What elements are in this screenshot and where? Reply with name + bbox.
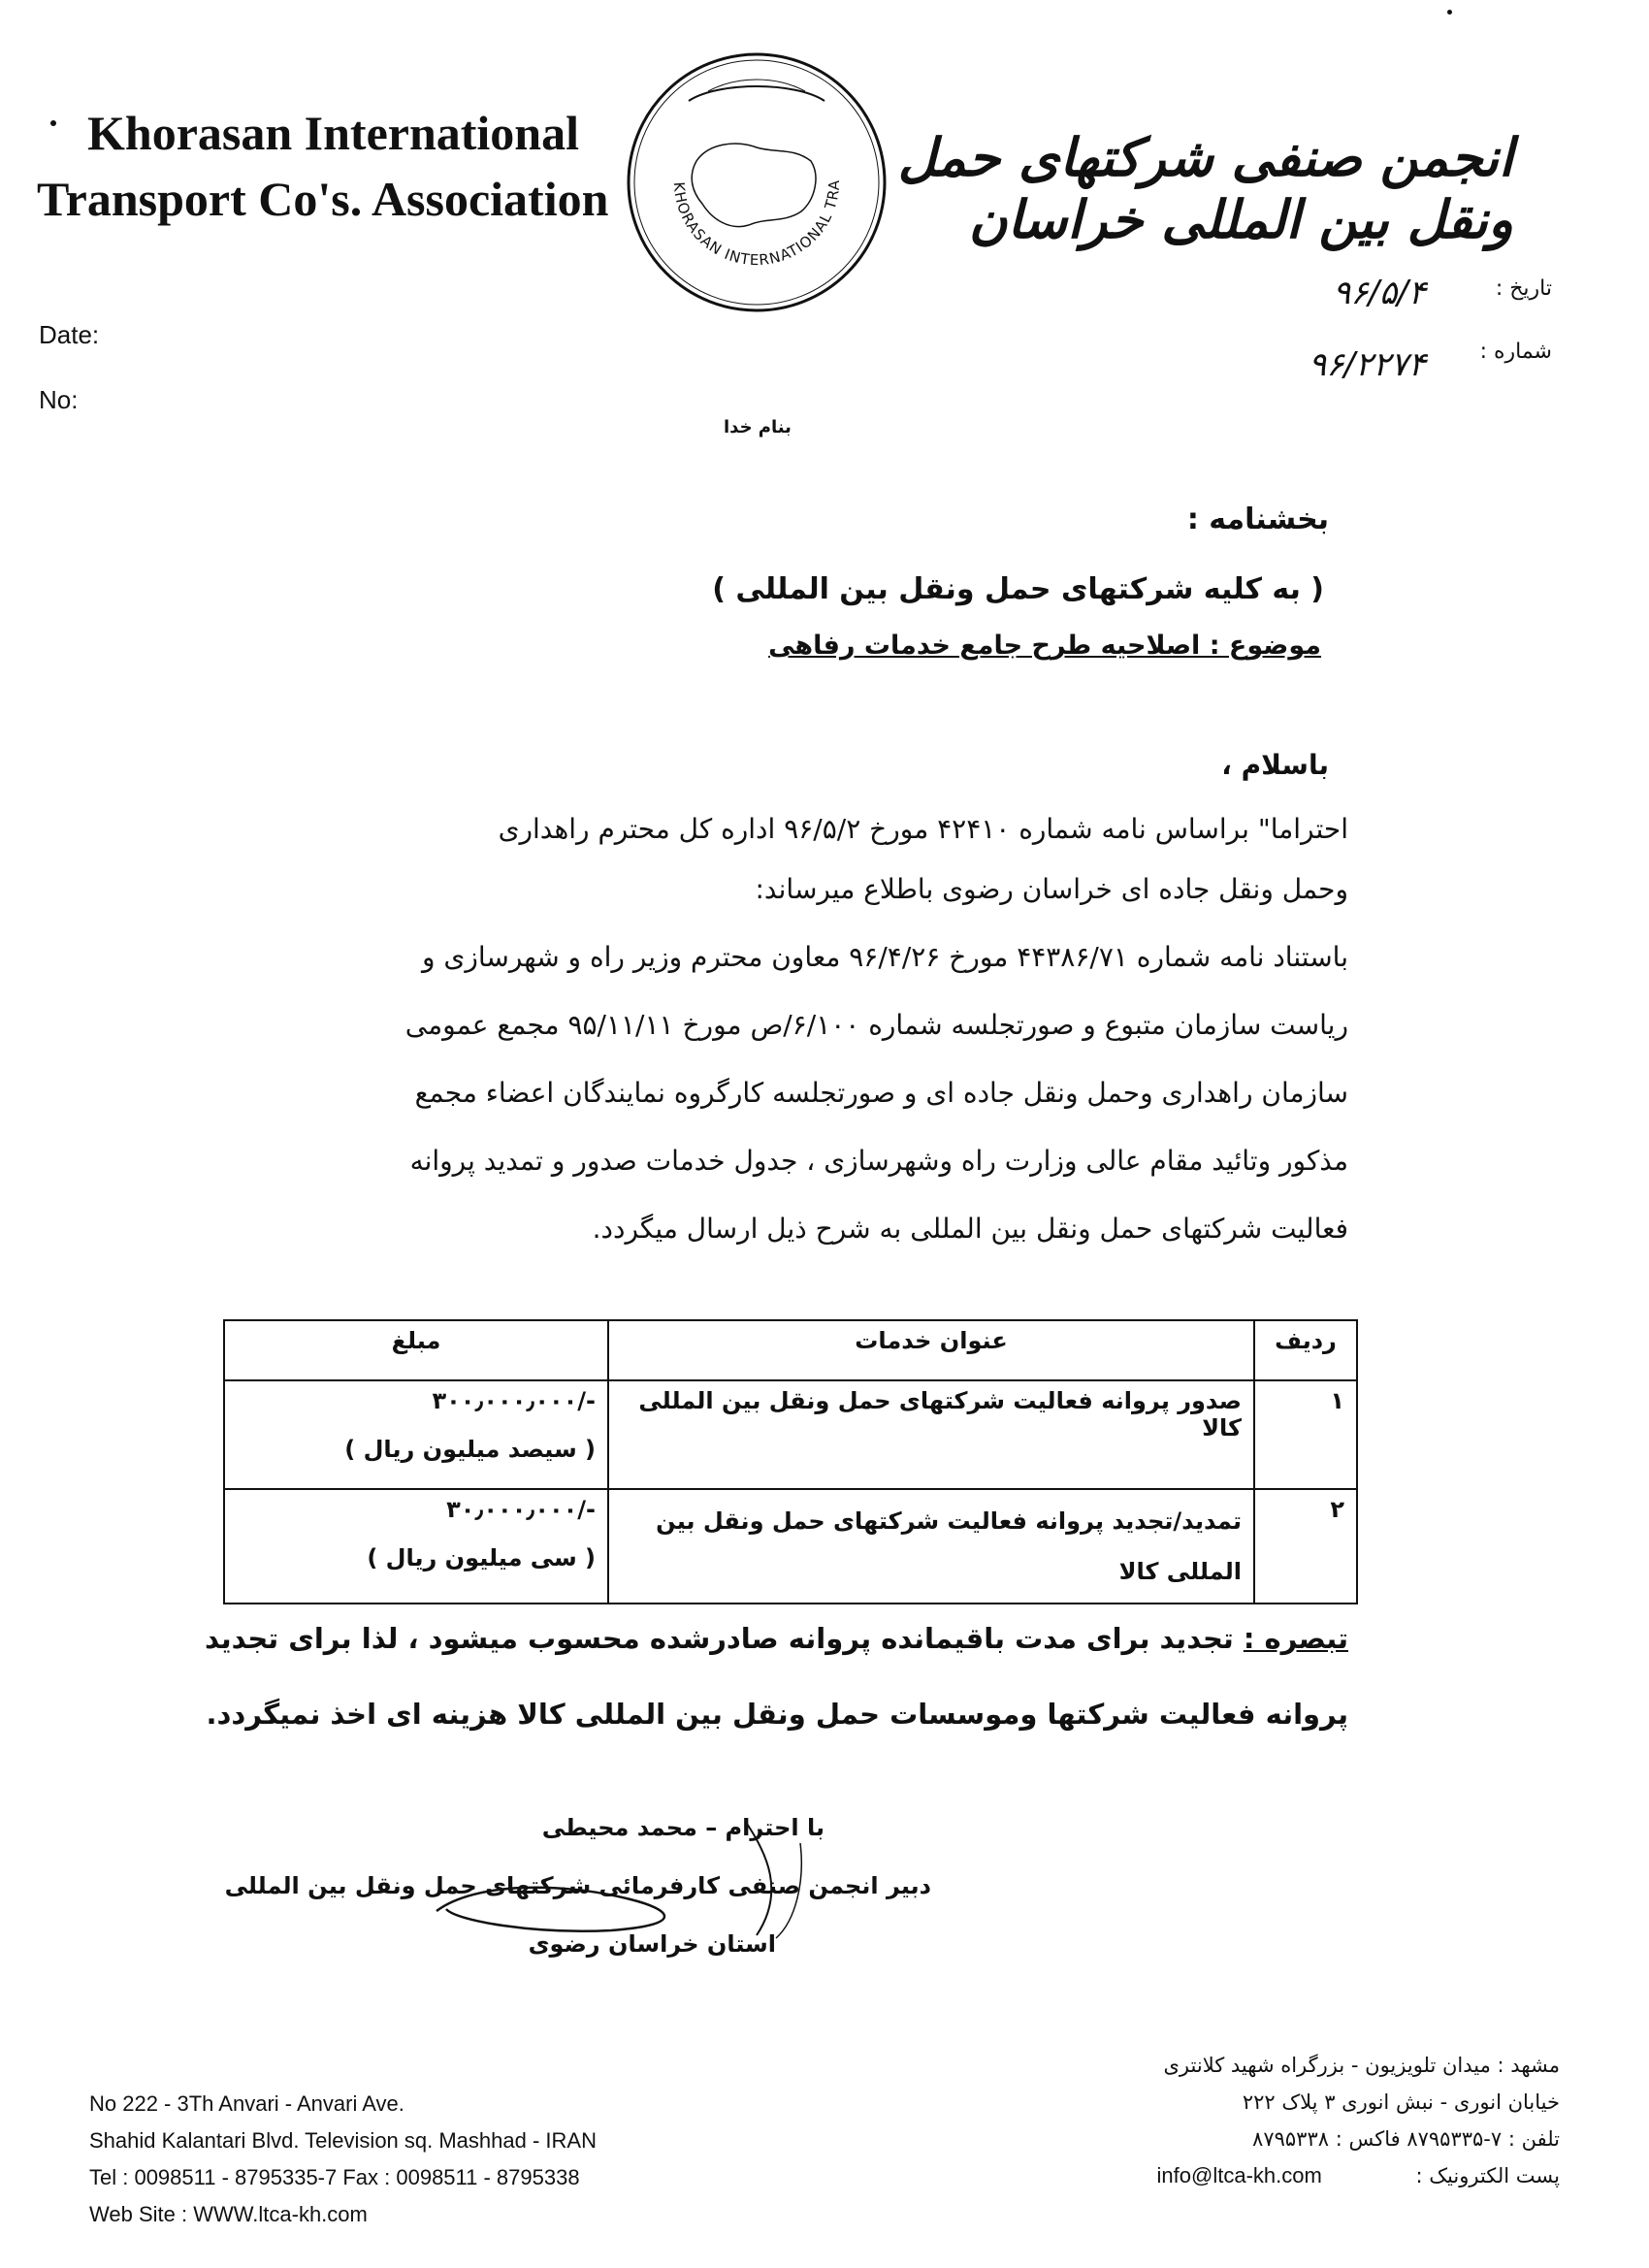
invocation: بنام خدا bbox=[724, 417, 792, 437]
paragraph-line: ریاست سازمان متبوع و صورتجلسه شماره ۶/۱۰۰/ص مورخ ۹۵/۱۱/۱۱ مجمع عمومی bbox=[404, 1009, 1348, 1041]
seal-graphic bbox=[621, 47, 892, 318]
note-line1 bbox=[204, 1622, 1348, 1655]
services-table bbox=[223, 1319, 1358, 1604]
footer-fa-line: خیابان انوری - نبش انوری ۳ پلاک ۲۲۲ bbox=[1242, 2090, 1560, 2114]
seal-text: KHORASAN INTERNATIONAL TRA bbox=[669, 178, 844, 270]
amount-value: -/۳۰٫۰۰۰٫۰۰۰ bbox=[446, 1496, 596, 1523]
paragraph-line: فعالیت شرکتهای حمل ونقل بین المللی به شرح ذیل ارسال میگردد. bbox=[592, 1213, 1348, 1245]
table-row bbox=[224, 1489, 1357, 1604]
header-service: عنوان خدمات bbox=[608, 1320, 1254, 1380]
number-value: ۹۶/۲۲۷۴ bbox=[1308, 345, 1426, 384]
paragraph-line: سازمان راهداری وحمل ونقل جاده ای و صورتجلسه کارگروه نمایندگان اعضاء مجمع bbox=[414, 1077, 1348, 1109]
org-name-en-line2: Transport Co's. Association bbox=[37, 172, 609, 226]
date-value: ۹۶/۵/۴ bbox=[1333, 274, 1426, 312]
footer-fa-line bbox=[1017, 2157, 1560, 2194]
org-name-en-line1: Khorasan International bbox=[87, 106, 580, 160]
date-label-en: Date: bbox=[39, 320, 100, 349]
note-label: تبصره : bbox=[1243, 1622, 1348, 1655]
number-label-fa: شماره : bbox=[1479, 340, 1552, 364]
addressee: ( به کلیه شرکتهای حمل ونقل بین المللی ) bbox=[712, 572, 1324, 606]
greeting: باسلام ، bbox=[1221, 749, 1329, 781]
handwritten-signature bbox=[417, 1824, 824, 1940]
amount-cell bbox=[224, 1380, 608, 1489]
paragraph-line: مذکور وتائید مقام عالی وزارت راه وشهرسازی ، جدول خدمات صدور و تمدید پروانه bbox=[409, 1145, 1348, 1177]
paragraph-line: باستناد نامه شماره ۴۴۳۸۶/۷۱ مورخ ۹۶/۴/۲۶ معاون محترم وزیر راه و شهرسازی و bbox=[421, 941, 1348, 973]
amount-cell bbox=[224, 1489, 608, 1604]
paragraph-line: احتراما" براساس نامه شماره ۴۲۴۱۰ مورخ ۹۶/۵/۲ اداره کل محترم راهداری bbox=[498, 813, 1348, 845]
footer-en-line: No 222 - 3Th Anvari - Anvari Ave. bbox=[89, 2091, 404, 2116]
signature-closing: با احترام – محمد محیطی bbox=[541, 1814, 824, 1841]
footer-en-line: Web Site : WWW.ltca-kh.com bbox=[89, 2202, 368, 2226]
footer-fa-line: مشهد : میدان تلویزیون - بزرگراه شهید کلانتری bbox=[1163, 2054, 1560, 2077]
service-title: صدور پروانه فعالیت شرکتهای حمل ونقل بین المللی کالا bbox=[608, 1380, 1254, 1489]
note-text-1: تجدید برای مدت باقیمانده پروانه صادرشده محسوب میشود ، لذا برای تجدید bbox=[204, 1622, 1234, 1655]
association-seal bbox=[621, 47, 892, 318]
scan-dot bbox=[50, 120, 56, 126]
table-row bbox=[224, 1380, 1357, 1489]
footer-en-line: Tel : 0098511 - 8795335-7 Fax : 0098511 - 8795338 bbox=[89, 2165, 580, 2189]
paragraph-line: وحمل ونقل جاده ای خراسان رضوی باطلاع میرساند: bbox=[755, 873, 1348, 905]
amount-words: ( سیصد میلیون ریال ) bbox=[344, 1436, 596, 1463]
subject-line: موضوع : اصلاحیه طرح جامع خدمات رفاهی bbox=[768, 631, 1321, 661]
footer-fa-line: تلفن : ۷-۸۷۹۵۳۳۵ فاکس : ۸۷۹۵۳۳۸ bbox=[1252, 2127, 1560, 2151]
header-row-number: ردیف bbox=[1254, 1320, 1357, 1380]
signature-title: دبیر انجمن صنفی کارفرمائی شرکتهای حمل ونقل بین المللی bbox=[224, 1872, 931, 1899]
note-line2: پروانه فعالیت شرکتها وموسسات حمل ونقل بین المللی کالا هزینه ای اخذ نمیگردد. bbox=[206, 1698, 1348, 1731]
date-label-fa: تاریخ : bbox=[1495, 276, 1552, 301]
signature-province: استان خراسان رضوی bbox=[528, 1930, 776, 1958]
svg-text:KHORASAN INTERNATIONAL TRANSPO bbox=[621, 47, 843, 269]
email-label: پست الکترونیک : bbox=[1415, 2164, 1560, 2187]
email-address[interactable]: info@ltca-kh.com bbox=[1156, 2163, 1322, 2187]
org-name-fa: انجمن صنفی شرکتهای حمل ونقل بین المللی خراسان bbox=[897, 126, 1513, 250]
amount-words: ( سی میلیون ریال ) bbox=[367, 1544, 596, 1571]
circular-title: بخشنامه : bbox=[1186, 502, 1329, 536]
map-outline bbox=[692, 144, 816, 227]
table-header-row bbox=[224, 1320, 1357, 1380]
header-amount: مبلغ bbox=[224, 1320, 608, 1380]
footer-en-line: Shahid Kalantari Blvd. Television sq. Mashhad - IRAN bbox=[89, 2128, 597, 2153]
footer-address-en bbox=[89, 2086, 597, 2233]
amount-value: -/۳۰۰٫۰۰۰٫۰۰۰ bbox=[432, 1387, 596, 1414]
service-title: تمدید/تجدید پروانه فعالیت شرکتهای حمل ونقل بین المللی کالا bbox=[608, 1489, 1254, 1604]
scan-dot bbox=[1447, 10, 1452, 15]
footer-address-fa bbox=[1017, 2047, 1560, 2194]
row-number: ۱ bbox=[1254, 1380, 1357, 1489]
row-number: ۲ bbox=[1254, 1489, 1357, 1604]
no-label-en: No: bbox=[39, 385, 79, 414]
